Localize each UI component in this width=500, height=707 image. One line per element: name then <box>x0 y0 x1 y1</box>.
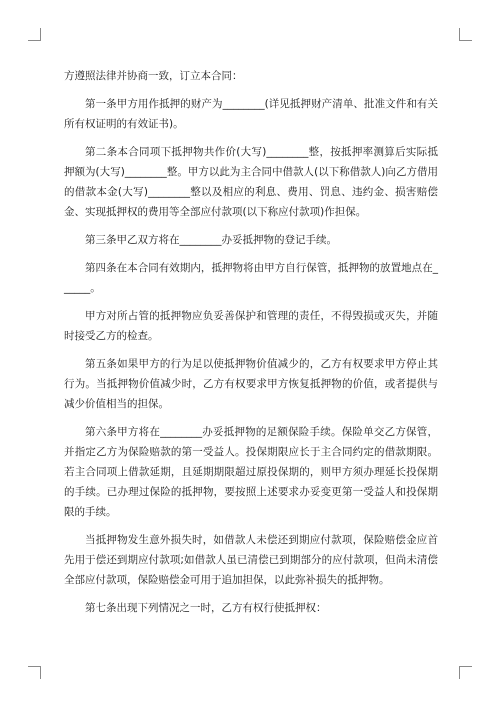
paragraph-article-2: 第二条本合同项下抵押物共作价(大写)________整，按抵押率测算后实际抵押额为(大写)________整。甲方以此为主合同中借款人(以下称借款人)向乙方借用的借款本金(大写)________整以及相应的利息、费用、罚息、违约金、损害赔偿金、实现抵押权的费用等全部应付款项(以下称应付款项)作担保。 <box>64 146 438 218</box>
document-body <box>64 66 438 626</box>
paragraph-article-3: 第三条甲乙双方将在________办妥抵押物的登记手续。 <box>85 234 337 246</box>
paragraph-intro: 方遵照法律并协商一致，订立本合同： <box>64 70 243 82</box>
paragraph-article-4: 第四条在本合同有效期内，抵押物将由甲方自行保管，抵押物的放置地点在______。 <box>64 262 438 294</box>
crop-mark-top-right <box>459 28 472 41</box>
crop-mark-bottom-right <box>459 666 472 679</box>
crop-mark-bottom-left <box>28 666 41 679</box>
paragraph-article-5: 第五条如果甲方的行为足以使抵押物价值减少的，乙方有权要求甲方停止其行为。当抵押物价值减少时，乙方有权要求甲方恢复抵押物的价值，或者提供与减少价值相当的担保。 <box>64 358 438 410</box>
paragraph-article-4-custody: 甲方对所占管的抵押物应负妥善保护和管理的责任，不得毁损或灭失，并随时接受乙方的检查。 <box>64 310 438 342</box>
paragraph-article-6: 第六条甲方将在________办妥抵押物的足额保险手续。保险单交乙方保管，并指定乙方为保险赔款的第一受益人。投保期限应长于主合同约定的借款期限。若主合同项上借款延期，且延期期限超过原投保期的，则甲方须办理延长投保期的手续。已办理过保险的抵押物，要按照上述要求办妥变更第一受益人和投保期限的手续。 <box>64 426 438 518</box>
paragraph-article-6-insurance: 当抵押物发生意外损失时，如借款人未偿还到期应付款项，保险赔偿金应首先用于偿还到期应付款项;如借款人虽已清偿已到期部分的应付款项，但尚未清偿全部应付款项，保险赔偿金可用于追加担保，以此弥补损失的抵押物。 <box>64 534 438 586</box>
crop-mark-top-left <box>28 28 41 41</box>
paragraph-article-7: 第七条出现下列情况之一时，乙方有权行使抵押权： <box>85 602 327 614</box>
paragraph-article-1: 第一条甲方用作抵押的财产为________(详见抵押财产清单、批准文件和有关所有权证明的有效证书)。 <box>64 98 438 130</box>
